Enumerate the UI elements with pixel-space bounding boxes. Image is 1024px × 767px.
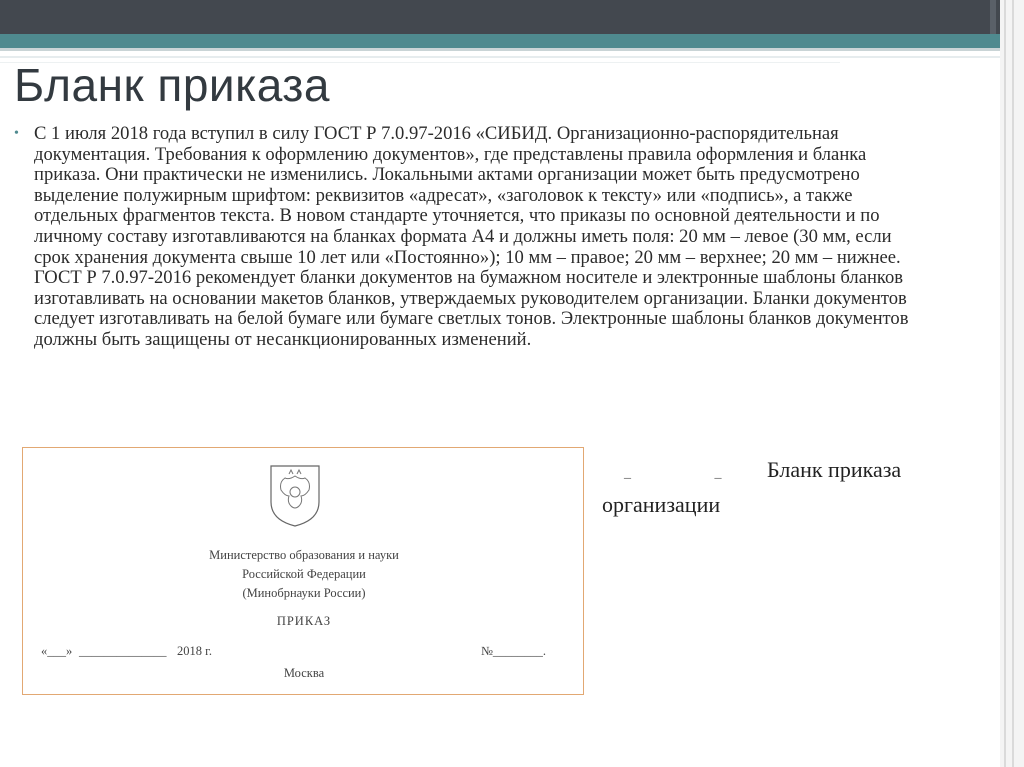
coat-of-arms-icon [267, 462, 323, 528]
right-edge-decoration [1000, 0, 1024, 767]
form-caption [602, 454, 932, 520]
edge-line [1004, 0, 1006, 767]
body-text-block [14, 124, 914, 351]
city: Москва [283, 666, 325, 680]
top-divider [0, 48, 1024, 51]
caption-line-2: организации [602, 492, 721, 517]
caption-gap-marks: _ _ [624, 466, 762, 481]
date-year: 2018 г. [177, 644, 212, 658]
ministry-line-2: Российской Федерации [242, 567, 366, 581]
page-title: Бланк приказа [14, 59, 330, 111]
bullet-icon: • [14, 126, 19, 141]
ministry-line-1: Министерство образования и науки [209, 548, 399, 562]
top-accent-bar [0, 34, 1024, 48]
bar-highlight [990, 0, 996, 34]
top-dark-bar [0, 0, 1024, 34]
edge-line [1012, 0, 1014, 767]
order-form-image [22, 447, 584, 695]
caption-line-1: Бланк приказа [767, 457, 902, 482]
ministry-line-3: (Минобрнауки России) [242, 586, 366, 600]
body-paragraph: С 1 июля 2018 года вступил в силу ГОСТ Р 7.0.97-2016 «СИБИД. Организационно-распорядительная документация. Требования к оформлению документов», где представлены правила оформления и бланка приказа. Они практически не изменились. Локальными актами организации может быть предусмотрено выделение полужирным шрифтом: реквизитов «адресат», «заголовок к тексту» или «подпись», а также отдельных фрагментов текста. В новом стандарте уточняется, что приказы по основной деятельности и по личному составу изготавливаются на бланках формата А4 и должны иметь поля: 20 мм – левое (30 мм, если срок хранения документа свыше 10 лет или «Постоянно»); 10 мм – правое; 20 мм – верхнее; 20 мм – нижнее. ГОСТ Р 7.0.97-2016 рекомендует бланки документов на бумажном носителе и электронные шаблоны бланков изготавливать на основании макетов бланков, утверждаемых руководителем организации. Бланки документов следует изготавливать на белой бумаге или бумаге светлых тонов. Электронные шаблоны бланков документов должны быть защищены от несанкционированных изменений. [34, 123, 909, 350]
date-quotes: «___» [41, 644, 73, 658]
document-number: №________. [481, 644, 547, 658]
document-type: ПРИКАЗ [276, 614, 332, 628]
date-underline: ______________ [79, 644, 167, 658]
